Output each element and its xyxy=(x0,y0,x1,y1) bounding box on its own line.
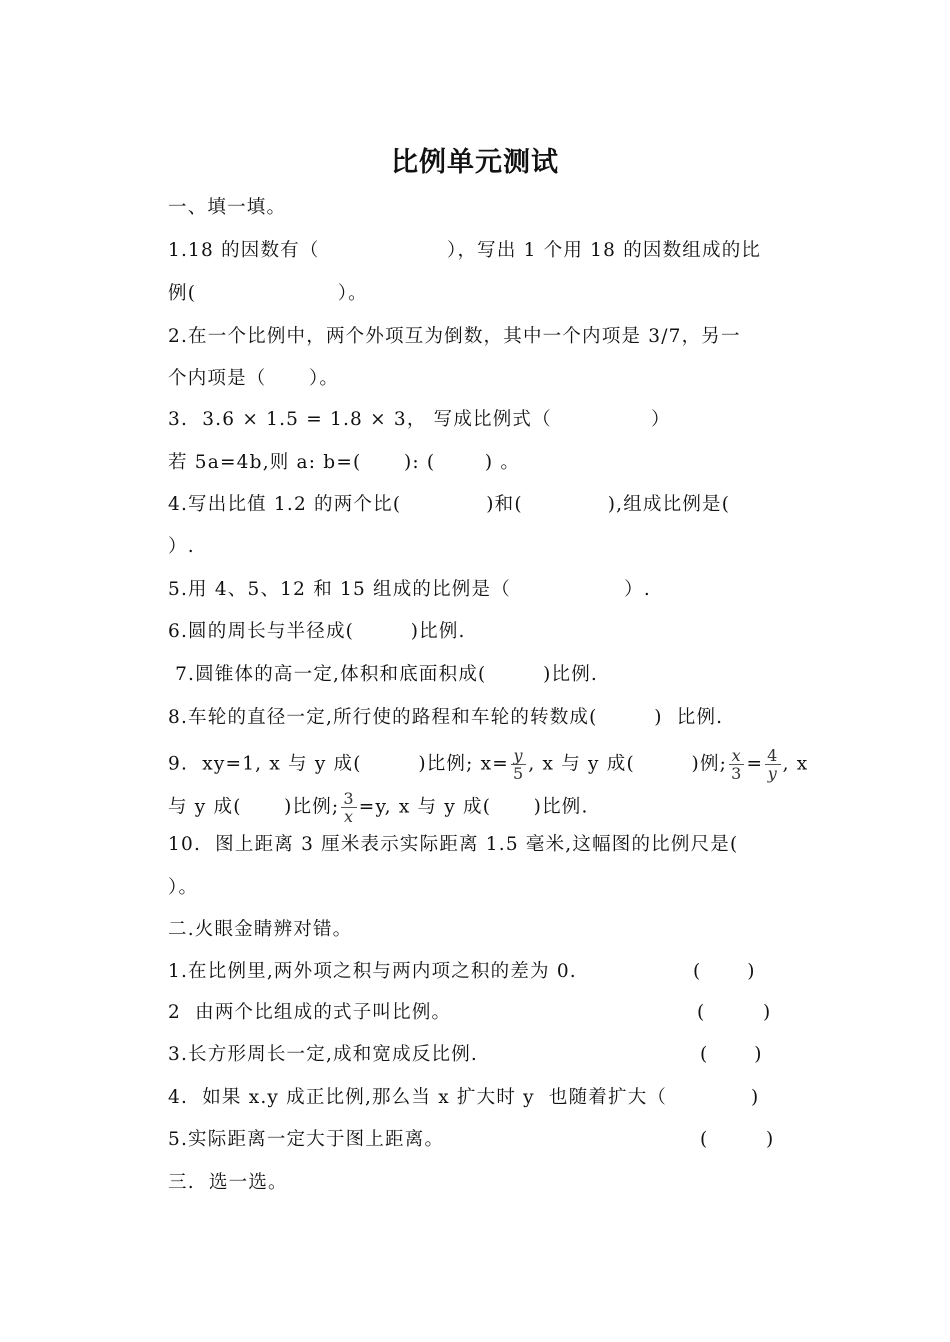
fraction-3-over-x xyxy=(341,790,356,825)
question-3-line-1: 3. 3.6 × 1.5 = 1.8 × 3， 写成比例式（ ） xyxy=(168,409,671,430)
q9-text-a3: , x xyxy=(782,753,809,775)
question-6: 6.圆的周长与半径成( )比例. xyxy=(168,621,466,642)
section-heading-true-false: 二.火眼金睛辨对错。 xyxy=(168,919,353,940)
tf-item-4-answer[interactable]: ) xyxy=(751,1087,759,1108)
fraction-y-over-5 xyxy=(511,747,526,782)
fraction-denominator: y xyxy=(767,764,778,783)
q9-text-b2: =y, x 与 y 成( )比例. xyxy=(358,796,589,818)
fraction-x-over-3 xyxy=(729,747,744,782)
fraction-numerator: 3 xyxy=(343,789,355,808)
question-2-line-1: 2.在一个比例中，两个外项互为倒数，其中一个内项是 3/7，另一 xyxy=(168,326,741,347)
fraction-numerator: 4 xyxy=(767,746,779,765)
tf-item-5-text: 5.实际距离一定大于图上距离。 xyxy=(168,1129,445,1150)
question-1-line-2: 例( ）。 xyxy=(168,283,368,304)
q9-text-b1: 与 y 成( )比例; xyxy=(168,796,340,818)
tf-item-3-answer[interactable]: ( ) xyxy=(700,1044,762,1065)
question-4-line-1: 4.写出比值 1.2 的两个比( )和( ),组成比例是( xyxy=(168,494,731,515)
question-2-line-2: 个内项是（ ）。 xyxy=(168,368,340,389)
tf-item-1-text: 1.在比例里,两外项之积与两内项之积的差为 0. xyxy=(168,961,577,982)
question-5: 5.用 4、5、12 和 15 组成的比例是（ ）. xyxy=(168,579,651,600)
question-8: 8.车轮的直径一定,所行使的路程和车轮的转数成( ) 比例. xyxy=(168,707,724,728)
q9-text-a2: , x 与 y 成( )例; xyxy=(528,753,728,775)
question-1-line-1: 1.18 的因数有（ ），写出 1 个用 18 的因数组成的比 xyxy=(168,240,762,261)
tf-item-5-answer[interactable]: ( ) xyxy=(700,1129,774,1150)
tf-item-2-answer[interactable]: ( ) xyxy=(697,1002,771,1023)
question-10-line-1: 10. 图上距离 3 厘米表示实际距离 1.5 毫米,这幅图的比例尺是( xyxy=(168,834,739,855)
question-9-line-1 xyxy=(168,747,808,782)
tf-item-4-text: 4. 如果 x.y 成正比例,那么当 x 扩大时 y 也随着扩大（ xyxy=(168,1087,668,1108)
question-3-line-2: 若 5a=4b,则 a: b=( ): ( ) 。 xyxy=(168,452,521,473)
question-9-line-2 xyxy=(168,790,589,825)
q9-equals: = xyxy=(746,753,764,775)
fraction-numerator: y xyxy=(511,747,526,765)
section-heading-choice: 三. 选一选。 xyxy=(168,1172,288,1193)
q9-text-a1: 9. xy=1, x 与 y 成( )比例; x= xyxy=(168,753,509,775)
fraction-denominator: x xyxy=(343,807,355,826)
fraction-numerator: x xyxy=(729,747,744,765)
fraction-4-over-y xyxy=(765,747,780,782)
fraction-denominator: 5 xyxy=(512,764,525,783)
section-heading-fill: 一、填一填。 xyxy=(168,197,287,218)
tf-item-1-answer[interactable]: ( ) xyxy=(693,961,755,982)
question-7: 7.圆锥体的高一定,体积和底面积成( )比例. xyxy=(168,664,598,685)
page-title: 比例单元测试 xyxy=(391,147,559,178)
question-4-line-2: ）. xyxy=(168,536,195,557)
question-10-line-2: ）。 xyxy=(168,877,199,898)
fraction-denominator: 3 xyxy=(731,764,743,783)
tf-item-2-text: 2 由两个比组成的式子叫比例。 xyxy=(168,1002,452,1023)
tf-item-3-text: 3.长方形周长一定,成和宽成反比例. xyxy=(168,1044,479,1065)
